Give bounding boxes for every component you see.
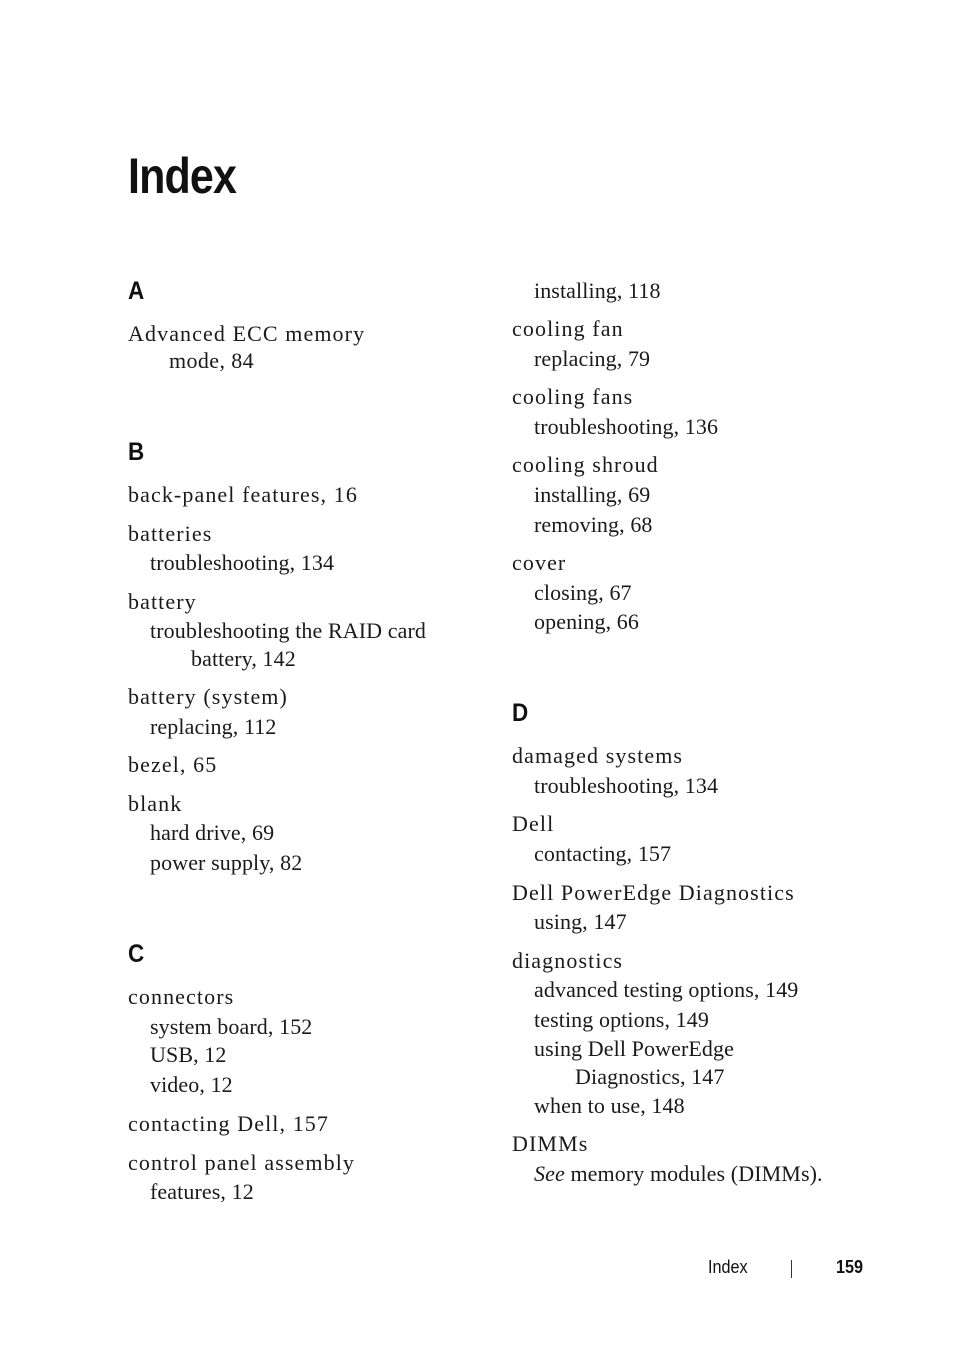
index-entry: Dell PowerEdge Diagnostics	[512, 880, 795, 905]
index-entry: cooling shroud	[512, 452, 659, 477]
index-entry: DIMMs	[512, 1131, 589, 1156]
index-subentry-continuation: battery, 142	[191, 646, 296, 671]
index-subentry: advanced testing options, 149	[534, 977, 799, 1002]
section-letter-d: D	[512, 699, 529, 727]
index-entry: battery	[128, 589, 197, 614]
section-letter-b: B	[128, 438, 145, 466]
index-entry: damaged systems	[512, 743, 684, 768]
section-letter-c: C	[128, 940, 145, 968]
index-subentry: power supply, 82	[150, 850, 303, 875]
index-entry: batteries	[128, 521, 213, 546]
index-entry: cover	[512, 550, 567, 575]
index-entry: Advanced ECC memory	[128, 321, 366, 346]
index-subentry: using, 147	[534, 909, 627, 934]
page-title: Index	[128, 148, 237, 204]
index-subentry: contacting, 157	[534, 841, 672, 866]
index-subentry: installing, 69	[534, 482, 651, 507]
index-entry: cooling fans	[512, 384, 634, 409]
index-subentry: replacing, 112	[150, 714, 277, 739]
index-subentry: removing, 68	[534, 512, 653, 537]
index-entry: diagnostics	[512, 948, 624, 973]
footer-divider	[791, 1260, 792, 1278]
index-subentry: troubleshooting, 134	[150, 550, 335, 575]
index-subentry: troubleshooting the RAID card	[150, 618, 427, 643]
index-subentry: system board, 152	[150, 1014, 313, 1039]
section-letter-a: A	[128, 277, 145, 305]
index-subentry: using Dell PowerEdge	[534, 1036, 734, 1061]
index-subentry: replacing, 79	[534, 346, 651, 371]
index-entry: back-panel features, 16	[128, 482, 358, 507]
index-entry: blank	[128, 791, 183, 816]
index-entry-continuation: mode, 84	[169, 348, 255, 373]
index-entry: control panel assembly	[128, 1150, 356, 1175]
index-subentry-continuation: Diagnostics, 147	[575, 1064, 725, 1089]
index-entry: bezel, 65	[128, 752, 218, 777]
index-subentry: installing, 118	[534, 278, 661, 303]
index-subentry: video, 12	[150, 1072, 233, 1097]
index-cross-reference	[534, 1160, 823, 1188]
index-subentry: closing, 67	[534, 580, 632, 605]
index-entry: connectors	[128, 984, 235, 1009]
index-subentry: when to use, 148	[534, 1093, 685, 1118]
see-reference-target: memory modules (DIMMs).	[564, 1161, 823, 1186]
page-number: 159	[836, 1257, 864, 1277]
index-entry: contacting Dell, 157	[128, 1111, 330, 1136]
index-subentry: USB, 12	[150, 1042, 227, 1067]
index-subentry: troubleshooting, 134	[534, 773, 719, 798]
footer-section-label: Index	[708, 1257, 748, 1277]
index-subentry: testing options, 149	[534, 1007, 709, 1032]
index-entry: cooling fan	[512, 316, 624, 341]
index-subentry: features, 12	[150, 1179, 254, 1204]
index-subentry: troubleshooting, 136	[534, 414, 719, 439]
see-reference-label: See	[534, 1161, 565, 1186]
index-entry: Dell	[512, 811, 555, 836]
index-entry: battery (system)	[128, 684, 288, 709]
index-subentry: opening, 66	[534, 609, 639, 634]
index-subentry: hard drive, 69	[150, 820, 275, 845]
